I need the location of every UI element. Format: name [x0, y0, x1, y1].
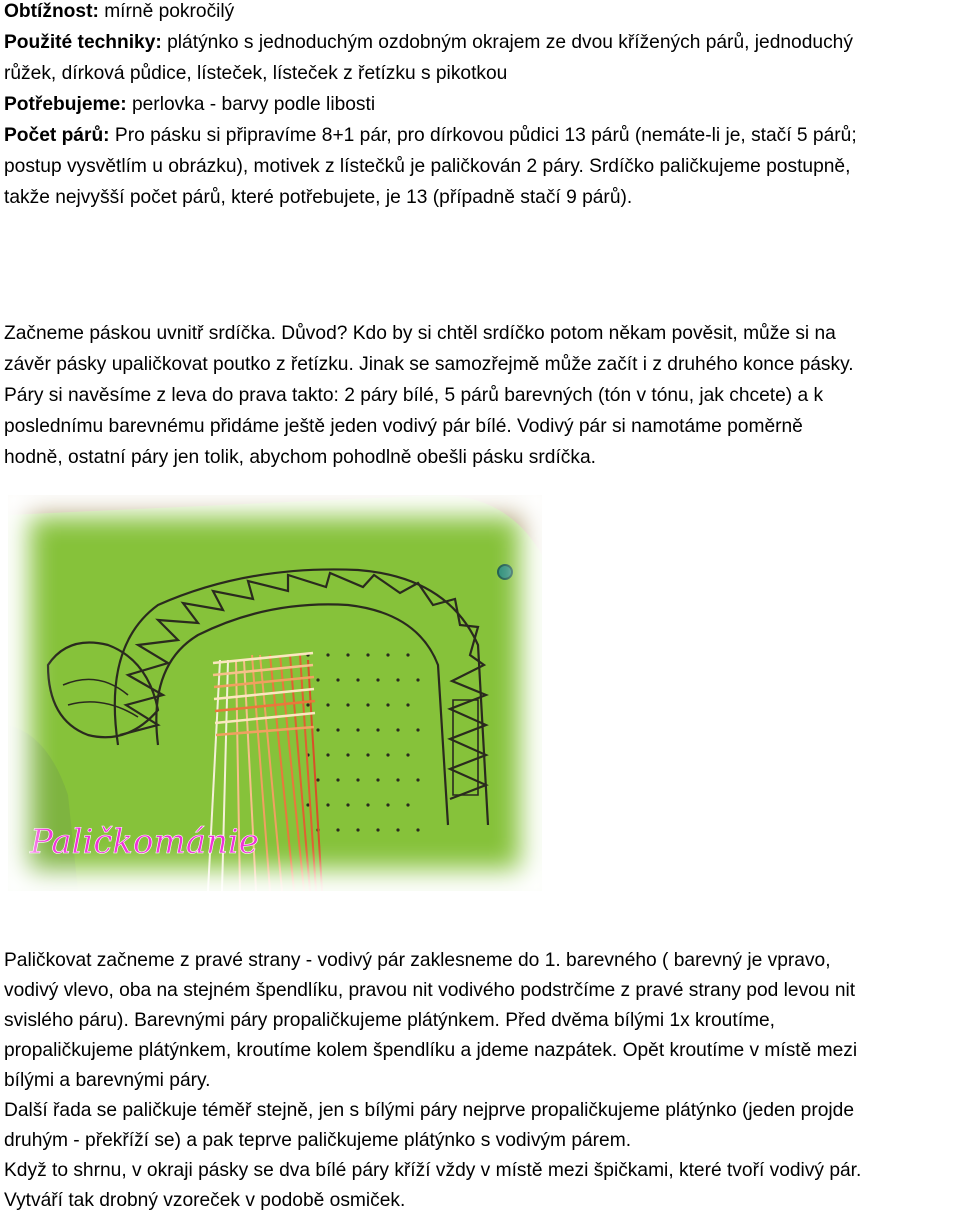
instruction-line: propaličkujeme plátýnkem, kroutíme kolem špendlíku a jdeme nazpátek. Opět kroutíme v místě mezi	[4, 1040, 858, 1061]
pin-head-icon	[498, 565, 512, 579]
difficulty-value: mírně pokročilý	[98, 1, 235, 22]
instruction-line: Vytváří tak drobný vzoreček v podobě osmiček.	[4, 1190, 406, 1211]
instruction-line: bílými a barevnými páry.	[4, 1070, 211, 1091]
intro-line: Páry si navěsíme z leva do prava takto: 2 páry bílé, 5 párů barevných (tón v tónu, jak chcete) a k	[4, 385, 824, 406]
intro-line: závěr pásky upaličkovat poutko z řetízku. Jinak se samozřejmě může začít i z druhého konce pásky.	[4, 354, 854, 375]
intro-line: poslednímu barevnému přidáme ještě jeden vodivý pár bílé. Vodivý pár si namotáme poměrně	[4, 416, 803, 437]
needs-line	[4, 89, 956, 120]
instructions-paragraph	[4, 946, 956, 1216]
difficulty-label: Obtížnost:	[4, 1, 99, 22]
pairs-label: Počet párů:	[4, 125, 110, 146]
needs-label: Potřebujeme:	[4, 94, 127, 115]
instruction-line: Další řada se paličkuje téměř stejně, jen s bílými páry nejprve propaličkujeme plátýnko (jeden projde	[4, 1100, 855, 1121]
pairs-line	[4, 120, 956, 151]
instruction-line: vodivý vlevo, oba na stejném špendlíku, pravou nit vodivého podstrčíme z pravé strany pod levou nit	[4, 980, 856, 1001]
intro-paragraph	[4, 318, 956, 473]
pairs-line-continued: takže nejvyšší počet párů, které potřebujete, je 13 (případně stačí 9 párů).	[4, 187, 633, 208]
difficulty-line	[4, 0, 956, 27]
instruction-line: Když to shrnu, v okraji pásky se dva bílé páry kříží vždy v místě mezi špičkami, které tvoří vodivý pár.	[4, 1160, 862, 1181]
techniques-label: Použité techniky:	[4, 32, 162, 53]
pairs-value: Pro pásku si připravíme 8+1 pár, pro dírkovou půdici 13 párů (nemáte-li je, stačí 5 párů;	[109, 125, 857, 146]
instruction-line: Paličkovat začneme z pravé strany - vodivý pár zaklesneme do 1. barevného ( barevný je vpravo,	[4, 950, 831, 971]
photo-watermark: Paličkománie	[30, 822, 259, 862]
header-section	[4, 0, 956, 213]
photo-drawing	[8, 495, 542, 891]
intro-line: hodně, ostatní páry jen tolik, abychom pohodlně obešli pásku srdíčka.	[4, 447, 596, 468]
techniques-value: plátýnko s jednoduchým ozdobným okrajem ze dvou křížených párů, jednoduchý	[161, 32, 853, 53]
techniques-line	[4, 27, 956, 58]
needs-value: perlovka - barvy podle libosti	[126, 94, 376, 115]
pairs-line-continued: postup vysvětlím u obrázku), motivek z lístečků je paličkován 2 páry. Srdíčko paličkujeme postupně,	[4, 156, 851, 177]
bobbin-lace-photo	[8, 495, 542, 891]
techniques-line-continued: růžek, dírková půdice, lísteček, lísteček z řetízku s pikotkou	[4, 63, 508, 84]
instruction-line: svislého páru). Barevnými páry propaličkujeme plátýnkem. Před dvěma bílými 1x kroutíme,	[4, 1010, 776, 1031]
instruction-line: druhým - překříží se) a pak teprve paličkujeme plátýnko s vodivým párem.	[4, 1130, 632, 1151]
intro-line: Začneme páskou uvnitř srdíčka. Důvod? Kdo by si chtěl srdíčko potom někam pověsit, může si na	[4, 323, 836, 344]
